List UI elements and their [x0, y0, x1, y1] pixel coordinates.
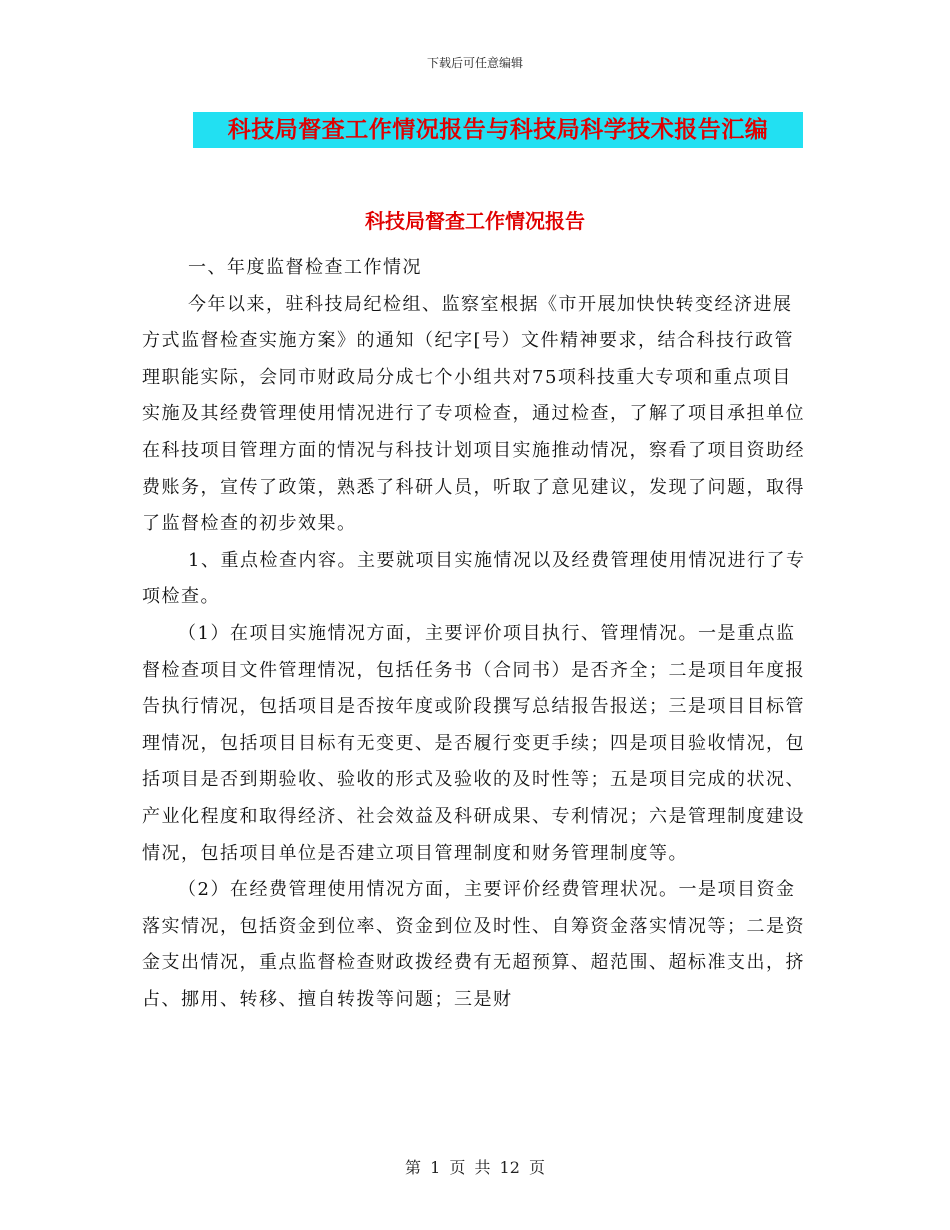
- page-number: 第 1 页 共 12 页: [405, 1158, 545, 1177]
- report-title: 科技局督查工作情况报告: [365, 209, 585, 233]
- paragraph-key-content: 1、重点检查内容。主要就项目实施情况以及经费管理使用情况进行了专项检查。: [142, 549, 806, 608]
- section-heading: 一、年度监督检查工作情况: [188, 257, 422, 278]
- paragraph-overview: 今年以来，驻科技局纪检组、监察室根据《市开展加快快转变经济进展方式监督检查实施方案》的通知（纪字[号）文件精神要求，结合科技行政管理职能实际，会同市财政局分成七个小组共对75项科技重大专项和重点项目实施及其经费管理使用情况进行了专项检查，通过检查，了解了项目承担单位在科技项目管理方面的情况与科技计划项目实施推动情况，察看了项目资助经费账务，宣传了政策，熟悉了科研人员，听取了意见建议，发现了问题，取得了监督检查的初步效果。: [142, 293, 805, 535]
- paragraph-funding-management: （2）在经费管理使用情况方面，主要评价经费管理状况。一是项目资金落实情况，包括资金到位率、资金到位及时性、自筹资金落实情况等；二是资金支出情况，重点监督检查财政拨经费有无超预算、超范围、超标准支出，挤占、挪用、转移、擅自转拨等问题；三是财: [142, 879, 805, 1010]
- document-main-title: 科技局督查工作情况报告与科技局科学技术报告汇编: [193, 112, 803, 148]
- paragraph-project-implementation: （1）在项目实施情况方面，主要评价项目执行、管理情况。一是重点监督检查项目文件管理情况，包括任务书（合同书）是否齐全；二是项目年度报告执行情况，包括项目是否按年度或阶段撰写总结报告报送；三是项目目标管理情况，包括项目目标有无变更、是否履行变更手续；四是项目验收情况，包括项目是否到期验收、验收的形式及验收的及时性等；五是项目完成的状况、产业化程度和取得经济、社会效益及科研成果、专利情况；六是管理制度建设情况，包括项目单位是否建立项目管理制度和财务管理制度等。: [142, 622, 805, 864]
- document-body: [142, 250, 810, 1018]
- header-note: 下载后可任意编辑: [426, 56, 523, 70]
